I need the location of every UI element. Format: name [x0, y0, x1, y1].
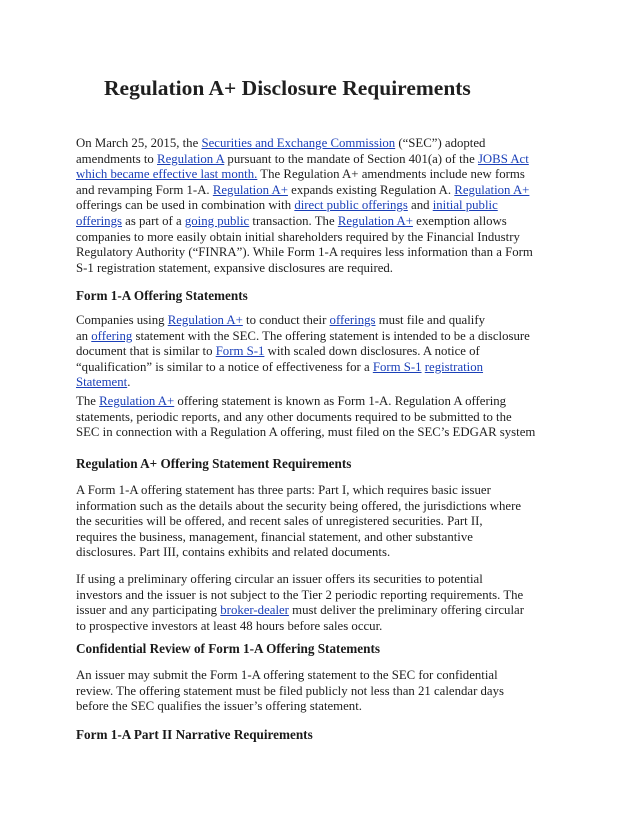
link-regulation-a-plus[interactable]: Regulation A+ [99, 394, 175, 408]
link-form-s1[interactable]: Form S-1 [372, 359, 422, 374]
text-line: companies to more easily obtain initial shareholders required by the Financial Industry [76, 229, 520, 244]
text-line: issuer and any participating broker-dealer must deliver the preliminary offering circular [76, 603, 524, 618]
section-heading-confidential: Confidential Review of Form 1-A Offering Statements [76, 641, 380, 656]
form-1a-paragraph [76, 313, 566, 391]
link-broker-dealer[interactable]: broker-dealer [220, 603, 289, 618]
section-heading-form-1a: Form 1-A Offering Statements [76, 288, 248, 303]
text-line: Companies using Regulation A+ to conduct their offerings must file and qualify [76, 313, 485, 327]
text-line: amendments to Regulation A pursuant to the mandate of Section 401(a) of the JOBS Act [76, 151, 529, 166]
text-line: the securities will be offered, and recent sales of unregistered securities. Part II, [76, 514, 483, 529]
text-line: an offering statement with the SEC. The offering statement is intended to be a disclosure [76, 328, 530, 343]
link-regulation-a-plus[interactable]: Regulation A+ [337, 213, 413, 228]
text-line: disclosures. Part III, contains exhibits and related documents. [76, 545, 391, 560]
link-registration-statement[interactable]: Statement [76, 375, 128, 390]
text-line: SEC in connection with a Regulation A offering, must filed on the SEC’s EDGAR system [76, 425, 536, 440]
intro-paragraph [76, 136, 566, 276]
link-regulation-a-plus[interactable]: Regulation A+ [454, 182, 530, 197]
text-line: offerings as part of a going public transaction. The Regulation A+ exemption allows [76, 213, 507, 228]
text-line: investors and the issuer is not subject to the Tier 2 periodic reporting requirements. The [76, 587, 524, 602]
text-line: Regulatory Authority (“FINRA”). While Form 1-A requires less information than a Form [76, 245, 533, 260]
requirements-paragraph [76, 483, 566, 561]
text-line: to prospective investors at least 48 hours before sales occur. [76, 618, 383, 633]
text-line: S-1 registration statement, expansive disclosures are required. [76, 260, 393, 275]
link-sec[interactable]: Securities and Exchange Commission [201, 136, 396, 150]
link-registration-statement[interactable]: registration [424, 359, 484, 374]
text-line: statements, periodic reports, and any other documents required to be submitted to the [76, 409, 512, 424]
link-regulation-a[interactable]: Regulation A [157, 151, 225, 166]
text-line: information such as the details about the security being offered, the jurisdictions where [76, 498, 522, 513]
link-jobs-act-effective[interactable]: which became effective last month. [76, 167, 258, 182]
text-line: A Form 1-A offering statement has three parts: Part I, which requires basic issuer [76, 483, 491, 497]
offering-circular-paragraph [76, 572, 566, 634]
link-direct-public-offerings[interactable]: direct public offerings [294, 198, 408, 213]
link-regulation-a-plus[interactable]: Regulation A+ [167, 313, 243, 327]
page-title: Regulation A+ Disclosure Requirements [104, 76, 471, 100]
form-1a-known-paragraph [76, 394, 566, 441]
text-line: requires the business, management, financial statement, and other substantive [76, 529, 473, 544]
text-line: The Regulation A+ offering statement is known as Form 1-A. Regulation A offering [76, 394, 507, 408]
text-line: offerings can be used in combination with direct public offerings and initial public [76, 198, 498, 213]
link-offering[interactable]: offering [91, 328, 133, 343]
text-line: An issuer may submit the Form 1-A offering statement to the SEC for confidential [76, 668, 498, 682]
link-initial-public-offerings[interactable]: initial public [432, 198, 498, 213]
link-initial-public-offerings[interactable]: offerings [76, 213, 122, 228]
link-offerings[interactable]: offerings [329, 313, 376, 327]
section-heading-part-ii: Form 1-A Part II Narrative Requirements [76, 727, 313, 742]
text-line: On March 25, 2015, the Securities and Exchange Commission (“SEC”) adopted [76, 136, 486, 150]
link-regulation-a-plus[interactable]: Regulation A+ [212, 182, 288, 197]
section-heading-requirements: Regulation A+ Offering Statement Requirements [76, 456, 352, 471]
link-jobs-act[interactable]: JOBS Act [477, 151, 529, 166]
text-line: which became effective last month. The Regulation A+ amendments include new forms [76, 167, 525, 182]
link-form-s1[interactable]: Form S-1 [215, 344, 265, 359]
text-line: Statement. [76, 375, 131, 390]
text-line: If using a preliminary offering circular an issuer offers its securities to potential [76, 572, 483, 586]
confidential-paragraph [76, 668, 566, 715]
text-line: review. The offering statement must be filed publicly not less than 21 calendar days [76, 683, 504, 698]
text-line: and revamping Form 1-A. Regulation A+ expands existing Regulation A. Regulation A+ [76, 182, 530, 197]
text-line: document that is similar to Form S-1 with scaled down disclosures. A notice of [76, 344, 480, 359]
text-line: “qualification” is similar to a notice of effectiveness for a Form S-1 registration [76, 359, 484, 374]
text-line: before the SEC qualifies the issuer’s offering statement. [76, 699, 362, 714]
link-going-public[interactable]: going public [184, 213, 250, 228]
